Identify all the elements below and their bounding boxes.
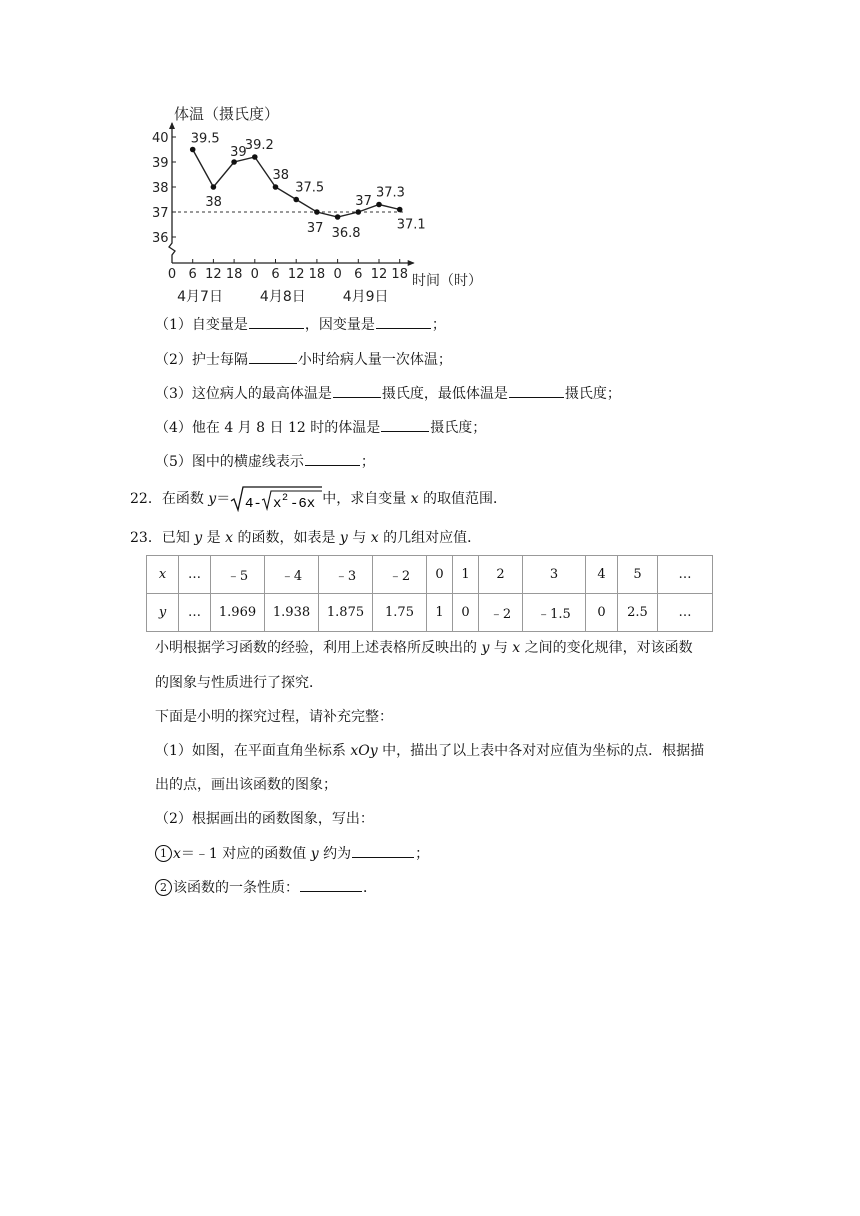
data-point [190, 147, 196, 153]
table-cell: y [147, 594, 179, 632]
q21-part2: （2）护士每隔 小时给病人量一次体温； [155, 349, 452, 370]
data-label: 39.5 [190, 131, 220, 147]
data-point [335, 214, 341, 220]
day-label: 4月9日 [342, 289, 389, 305]
y-tick-label: 38 [152, 181, 169, 196]
table-cell: … [658, 556, 713, 594]
table-cell: 2 [479, 556, 523, 594]
data-labels [191, 132, 426, 242]
question-22: 22．在函数 y＝ 4- x 2 -6x 中，求自变量 x 的取值范围． [130, 486, 507, 512]
table-cell: 3 [523, 556, 586, 594]
table-cell: … [658, 594, 713, 632]
data-label: 36.8 [331, 226, 361, 241]
answer-blank[interactable] [305, 451, 360, 466]
radicand-outer: 4- [245, 496, 263, 512]
table-cell: … [179, 594, 211, 632]
q23-para1-line2: 的图象与性质进行了探究． [155, 675, 323, 691]
day-label: 4月8日 [259, 289, 306, 305]
table-cell: 5 [618, 556, 658, 594]
table-cell: ﹣1.5 [523, 594, 586, 632]
q23-para2: 下面是小明的探究过程，请补充完整： [155, 709, 393, 725]
q23-sub1: 1 x＝﹣1 对应的函数值 y 约为 ； [155, 843, 429, 864]
x-tick-label: 18 [225, 267, 243, 282]
tick-labels [152, 131, 408, 305]
table-cell: 0 [427, 556, 453, 594]
data-label: 37.1 [396, 217, 426, 233]
y-axis-arrow [169, 122, 175, 129]
radicand-x: x [273, 496, 282, 512]
data-label: 37 [355, 194, 372, 209]
data-label: 37 [306, 221, 324, 236]
y-axis-label: 体温（摄氏度） [174, 105, 280, 123]
x-tick-label: 6 [354, 267, 363, 282]
x-tick-label: 0 [333, 267, 342, 282]
radical-expression [230, 486, 322, 512]
answer-blank[interactable] [300, 877, 362, 892]
x-tick-label: 18 [308, 267, 326, 282]
table-cell: x [147, 556, 179, 594]
table-cell: 2.5 [618, 594, 658, 632]
day-label: 4月7日 [177, 289, 223, 305]
q23-para1-line1: 小明根据学习函数的经验，利用上述表格所反映出的 y 与 x 之间的变化规律，对该函数 [155, 640, 693, 656]
x-tick-label: 0 [250, 267, 259, 282]
answer-blank[interactable] [352, 843, 414, 858]
x-tick-label: 6 [271, 267, 280, 282]
data-label: 37.5 [295, 180, 325, 196]
y-tick-label: 36 [152, 231, 169, 246]
q23-step1-line1: （1）如图，在平面直角坐标系 xOy 中，描出了以上表中各对对应值为坐标的点．根据描 [155, 743, 705, 759]
table-cell: ﹣5 [211, 556, 265, 594]
table-cell: 4 [586, 556, 618, 594]
table-cell: … [179, 556, 211, 594]
data-point [252, 154, 258, 160]
circled-number-2: 2 [155, 879, 172, 896]
data-label: 39.2 [244, 138, 274, 153]
q21-part3: （3）这位病人的最高体温是 摄氏度，最低体温是 摄氏度； [155, 383, 621, 404]
data-point [397, 207, 403, 213]
q23-sub2: 2 该函数的一条性质： ． [155, 877, 377, 898]
data-label: 37.3 [376, 185, 405, 201]
data-point [356, 209, 362, 215]
answer-blank[interactable] [376, 314, 431, 329]
data-label: 38 [205, 195, 222, 210]
q21-part5: （5）图中的横虚线表示 ； [155, 451, 375, 472]
table-cell: ﹣3 [319, 556, 373, 594]
y-tick-label: 40 [152, 131, 169, 146]
x-axis-arrow [408, 260, 415, 266]
data-point [293, 197, 299, 203]
y-tick-label: 39 [152, 156, 169, 171]
q21-part4: （4）他在 4 月 8 日 12 时的体温是 摄氏度； [155, 417, 486, 438]
answer-blank[interactable] [381, 417, 429, 432]
table-cell: 0 [586, 594, 618, 632]
answer-blank[interactable] [249, 349, 297, 364]
table-cell: 1.875 [319, 594, 373, 632]
x-tick-label: 12 [370, 267, 388, 282]
data-point [211, 184, 217, 190]
data-point [273, 184, 279, 190]
answer-blank[interactable] [509, 383, 564, 398]
circled-number-1: 1 [155, 845, 172, 862]
question-23-intro: 23．已知 y 是 x 的函数，如表是 y 与 x 的几组对应值． [130, 530, 482, 546]
table-cell: ﹣4 [265, 556, 319, 594]
radicand-exponent: 2 [282, 493, 289, 504]
table-cell: 1.75 [373, 594, 427, 632]
data-point [231, 159, 237, 165]
table-row-y [147, 594, 713, 632]
data-point [314, 209, 320, 215]
table-cell: 1 [427, 594, 453, 632]
answer-blank[interactable] [249, 314, 304, 329]
table-row-x [147, 556, 713, 594]
data-label: 38 [272, 168, 290, 183]
q21-part1: （1）自变量是 ，因变量是 ； [155, 314, 446, 335]
table-cell: 0 [453, 594, 479, 632]
x-tick-label: 18 [391, 267, 408, 282]
table-cell: 1.969 [211, 594, 265, 632]
value-table [146, 555, 713, 632]
x-tick-label: 6 [188, 267, 197, 282]
table-cell: 1.938 [265, 594, 319, 632]
answer-blank[interactable] [333, 383, 381, 398]
q23-step1-line2: 出的点，画出该函数的图象； [155, 777, 337, 793]
x-tick-label: 12 [287, 267, 305, 282]
temperature-chart [146, 97, 496, 309]
radicand-tail: -6x [290, 496, 316, 512]
q23-step2: （2）根据画出的函数图象，写出： [155, 811, 374, 827]
x-tick-label: 12 [205, 267, 222, 282]
table-cell: 1 [453, 556, 479, 594]
y-axis [169, 123, 175, 263]
table-cell: ﹣2 [373, 556, 427, 594]
x-axis-label: 时间（时） [412, 273, 482, 289]
data-label: 39 [230, 145, 247, 160]
data-point [376, 202, 382, 208]
y-tick-label: 37 [152, 206, 169, 221]
table-cell: ﹣2 [479, 594, 523, 632]
x-tick-label: 0 [167, 267, 177, 282]
